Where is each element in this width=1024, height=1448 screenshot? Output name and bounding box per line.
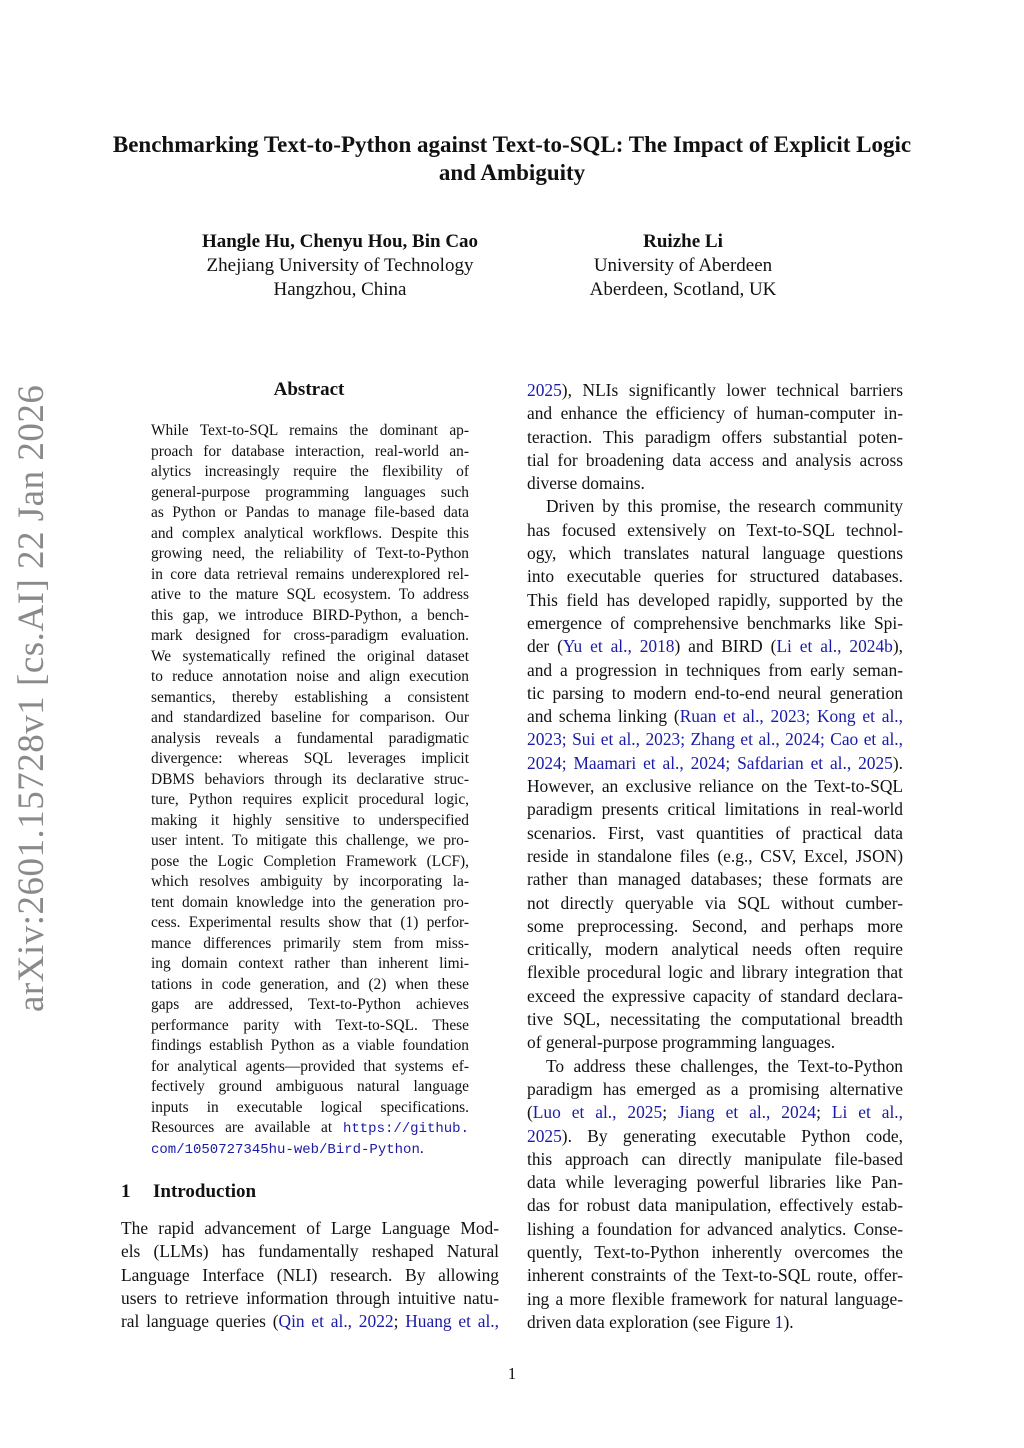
text-line: divergence: whereas SQL leverages implicit	[151, 750, 469, 767]
text-line: Language Interface (NLI) research. By allowing	[121, 1264, 499, 1285]
abstract-body	[151, 421, 469, 1159]
citation-link[interactable]: Li et al., 2024b	[776, 636, 893, 657]
text-line: ative to the mature SQL ecosystem. To address	[151, 586, 469, 603]
text: and schema linking (	[527, 706, 680, 727]
text-line: this approach can directly manipulate file-based	[527, 1148, 903, 1169]
text-line: to reduce annotation noise and align execution	[151, 668, 469, 685]
text-line: has focused extensively on Text-to-SQL technol-	[527, 519, 903, 540]
text-line: rather than managed databases; these formats are	[527, 869, 903, 890]
citation-link[interactable]: Kong et al.,	[816, 706, 903, 727]
citation-link[interactable]: Zhang et al., 2024	[690, 729, 820, 750]
author-names: Ruizhe Li	[643, 231, 723, 252]
text-line: tive SQL, necessitating the computational breadth	[527, 1009, 903, 1030]
text-line: We systematically refined the original dataset	[151, 647, 469, 665]
text-line: tial for broadening data access and analysis across	[527, 449, 903, 470]
text-line	[121, 1310, 499, 1333]
text-line: inputs in executable logical specifications.	[151, 1098, 469, 1116]
repo-link[interactable]: com/1050727345hu-web/Bird-Python	[151, 1141, 420, 1158]
paragraph	[527, 495, 903, 635]
intro-lines	[121, 1217, 499, 1310]
text-line: flexible procedural logic and library integration that	[527, 962, 903, 983]
text-line: cess. Experimental results show that (1) perfor-	[151, 914, 469, 931]
author-location: Hangzhou, China	[273, 279, 407, 300]
citation-link[interactable]: Luo et al., 2025	[532, 1102, 663, 1123]
text-line: this gap, we introduce BIRD-Python, a bench-	[151, 606, 469, 624]
text-line: and schema linking (Ruan et al., 2023; Kong et al.,	[527, 706, 903, 727]
text-line: 2023; Sui et al., 2023; Zhang et al., 2024; Cao et al.,	[527, 729, 903, 750]
paragraph	[527, 402, 903, 495]
text-line: paradigm presents critical limitations in real-world	[527, 799, 903, 820]
paragraph	[527, 1148, 903, 1311]
text-line: alytics increasingly require the flexibility of	[151, 463, 469, 480]
abstract-heading: Abstract	[273, 379, 345, 400]
citation-link[interactable]: Cao et al.,	[830, 729, 903, 750]
text-line: of general-purpose programming languages.	[527, 1032, 836, 1053]
text-line: tations in code generation, and (2) when these	[151, 975, 469, 993]
text-line: els (LLMs) has fundamentally reshaped Natural	[121, 1241, 499, 1262]
text-line: tic parsing to modern end-to-end neural generation	[527, 682, 903, 703]
text-line: ogy, which translates natural language questions	[527, 543, 903, 564]
text: driven data exploration (see Figure	[527, 1311, 775, 1332]
citation-link[interactable]: Yu et al., 2018	[562, 636, 675, 657]
text-line: das for robust data manipulation, effectively estab-	[527, 1195, 903, 1216]
text-line: (Luo et al., 2025; Jiang et al., 2024; Li et al.,	[527, 1102, 903, 1123]
text-line: performance parity with Text-to-SQL. These	[151, 1016, 469, 1034]
text-line: for analytical agents—provided that systems ef-	[151, 1057, 469, 1075]
text-line: reside in standalone files (e.g., CSV, Excel, JSON)	[527, 845, 903, 866]
text-line	[527, 379, 903, 402]
text-line: growing need, the reliability of Text-to-Python	[151, 545, 469, 562]
text-line: and complex analytical workflows. Despite this	[151, 524, 469, 542]
repo-link[interactable]: https://github.	[342, 1121, 469, 1137]
citation-link[interactable]: 2023	[527, 729, 562, 750]
text-line: in core data retrieval remains underexplored rel-	[151, 565, 469, 583]
text-line: as Python or Pandas to manage file-based data	[151, 504, 469, 521]
figure-reference-link[interactable]: 1	[774, 1311, 784, 1332]
section-title: Introduction	[153, 1181, 257, 1202]
text-line	[527, 1311, 903, 1334]
text-line: and a progression in techniques from early seman-	[527, 659, 903, 680]
author-location: Aberdeen, Scotland, UK	[589, 279, 777, 300]
abstract-lines	[151, 421, 469, 1118]
text-line: fectively ground ambiguous natural language	[151, 1078, 469, 1095]
text-line: lishing a foundation for advanced analytics. Conse-	[527, 1218, 903, 1239]
text-line: ture, Python requires explicit procedural logic,	[151, 791, 469, 808]
citation-link[interactable]: 2025	[527, 380, 562, 400]
text-line: scenarios. First, vast quantities of practical data	[527, 822, 903, 843]
author-affiliation: Zhejiang University of Technology	[206, 255, 474, 276]
citation-link[interactable]: Safdarian et al., 2025	[737, 752, 893, 773]
text-line: inherent constraints of the Text-to-SQL route, offer-	[527, 1265, 903, 1286]
text-line: To address these challenges, the Text-to-Python	[546, 1055, 903, 1076]
paragraph	[527, 1055, 903, 1102]
abstract-line	[151, 1139, 469, 1160]
text-line: data while leveraging powerful libraries like Pan-	[527, 1172, 903, 1193]
text: ).	[783, 1311, 794, 1332]
text-line: The rapid advancement of Large Language Mod-	[121, 1218, 499, 1238]
text-line	[527, 1125, 903, 1148]
text-line: mance differences primarily stem from miss-	[151, 934, 469, 952]
text: ;	[393, 1311, 406, 1332]
text-line: some preprocessing. Second, and perhaps more	[527, 915, 903, 936]
text-line: While Text-to-SQL remains the dominant ap-	[151, 422, 469, 439]
text-line: semantics, thereby establishing a consistent	[151, 688, 469, 706]
text-line: Driven by this promise, the research community	[546, 496, 903, 517]
text-line: into executable queries for structured databases.	[527, 566, 903, 587]
citation-link[interactable]: Li et al.,	[831, 1102, 903, 1123]
paragraph	[527, 659, 903, 706]
author-block-left	[170, 230, 510, 302]
text-line: proach for database interaction, real-world an-	[151, 442, 469, 460]
text-line: diverse domains.	[527, 473, 645, 494]
text-line: critically, modern analytical needs often require	[527, 939, 903, 960]
text-line: users to retrieve information through intuitive natu-	[121, 1287, 499, 1308]
citation-link[interactable]: Maamari et al., 2024	[573, 752, 726, 773]
text-line: general-purpose programming languages such	[151, 483, 469, 501]
text: ), NLIs significantly lower technical barriers	[561, 380, 903, 400]
text-line: which resolves ambiguity by incorporating la-	[151, 873, 469, 890]
text-line: pose the Logic Completion Framework (LCF),	[151, 852, 469, 870]
citation-link[interactable]: 2025	[527, 1125, 562, 1146]
text-line: not directly queryable via SQL without cumber-	[527, 892, 903, 913]
text: der (	[527, 636, 563, 657]
text-line: and standardized baseline for comparison. Our	[151, 709, 469, 726]
author-block-right	[545, 230, 821, 302]
text: ),	[892, 636, 903, 657]
text-line: emergence of comprehensive benchmarks like Spi-	[527, 612, 903, 633]
abstract-line	[151, 1118, 469, 1139]
author-names: Hangle Hu, Chenyu Hou, Bin Cao	[201, 231, 479, 252]
text-line: making it highly sensitive to underspecified	[151, 811, 469, 829]
citation-link[interactable]: Huang et al.,	[405, 1311, 499, 1332]
section-number: 1	[121, 1181, 131, 1202]
page-number: 1	[507, 1364, 517, 1383]
intro-left-column	[121, 1217, 499, 1333]
arxiv-identifier[interactable]: arXiv:2601.15728v1 [cs.AI] 22 Jan 2026	[11, 384, 52, 1012]
section-heading-introduction	[121, 1180, 256, 1204]
citation-link[interactable]: Ruan et al., 2023	[679, 706, 806, 727]
text-line: tent domain knowledge into the generation pro-	[151, 893, 469, 911]
paper-title: Benchmarking Text-to-Python against Text-to-SQL: The Impact of Explicit Logic and Ambiguity	[112, 132, 912, 185]
text-line: ing domain context rather than inherent limi-	[151, 955, 469, 972]
text-line: 2024; Maamari et al., 2024; Safdarian et al., 2025).	[527, 752, 903, 773]
citation-link[interactable]: Jiang et al., 2024	[677, 1102, 817, 1123]
text-line: ing a more flexible framework for natural language-	[527, 1288, 903, 1309]
paragraph	[527, 775, 903, 1055]
text-line: mark designed for cross-paradigm evaluation.	[151, 627, 469, 644]
text-line: findings establish Python as a viable foundation	[151, 1037, 469, 1054]
text-line: DBMS behaviors through its declarative struc-	[151, 770, 469, 788]
period: .	[419, 1139, 424, 1157]
text: ). By generating executable Python code,	[561, 1125, 903, 1146]
text: (	[527, 1102, 533, 1123]
intro-right-column	[527, 379, 903, 1334]
text-line: paradigm has emerged as a promising alternative	[527, 1078, 903, 1099]
text: ) and BIRD (	[674, 636, 777, 657]
text-line: teraction. This paradigm offers substantial poten-	[527, 426, 903, 447]
text-line: However, an exclusive reliance on the Text-to-SQL	[527, 776, 903, 797]
text-line: exceed the expressive capacity of standard declara-	[527, 985, 903, 1006]
citation-link[interactable]: 2024	[527, 752, 562, 773]
text-line: user intent. To mitigate this challenge, we pro-	[151, 832, 469, 849]
text: ral language queries (	[121, 1311, 279, 1332]
text-line: quently, Text-to-Python inherently overcomes the	[527, 1241, 903, 1262]
resources-text: Resources are available at	[151, 1119, 343, 1136]
text-line	[527, 635, 903, 658]
text-line: and enhance the efficiency of human-computer in-	[527, 403, 903, 424]
citation-link[interactable]: Qin et al., 2022	[278, 1311, 394, 1332]
text-line: This field has developed rapidly, supported by the	[527, 589, 903, 610]
citation-link[interactable]: Sui et al., 2023	[572, 729, 681, 750]
text: ).	[892, 752, 903, 773]
text-line: gaps are addressed, Text-to-Python achieves	[151, 996, 469, 1013]
author-affiliation: University of Aberdeen	[593, 255, 773, 276]
text-line: analysis reveals a fundamental paradigmatic	[151, 729, 469, 747]
